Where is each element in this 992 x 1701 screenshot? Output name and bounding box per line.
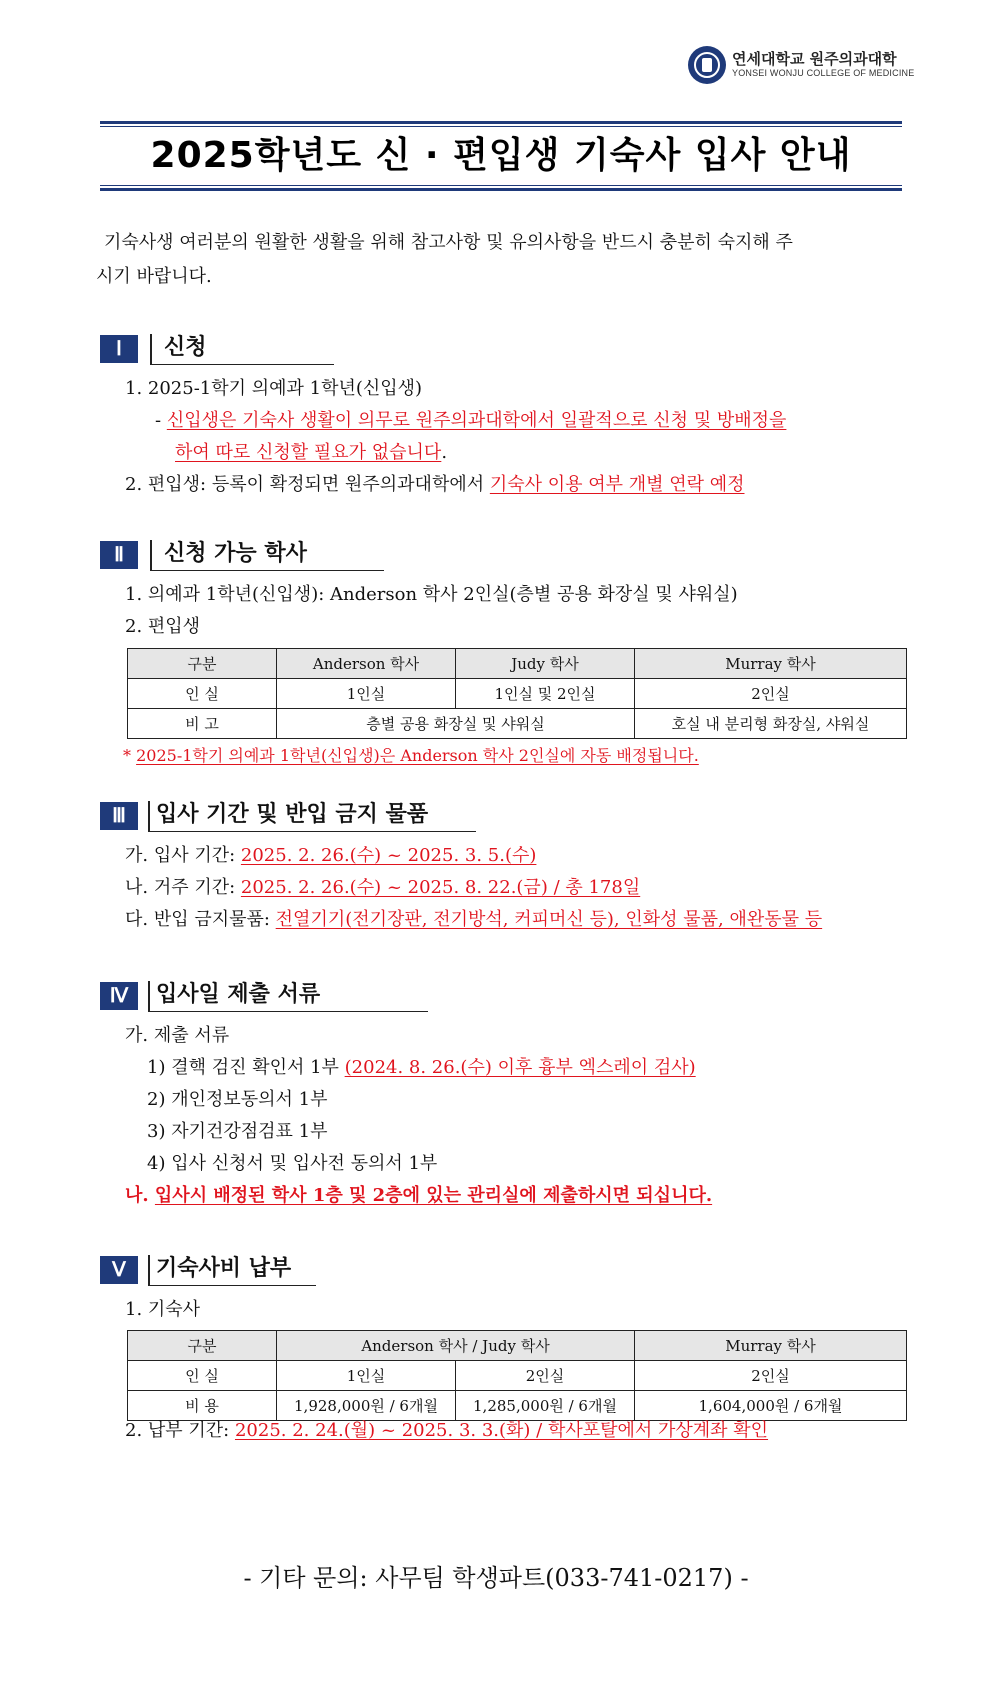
- intro-paragraph: [96, 226, 904, 294]
- table-header-row: [128, 649, 907, 679]
- s3-item-2-red: 2025. 2. 26.(수) ~ 2025. 8. 22.(금) / 총 178일: [240, 877, 641, 898]
- title-banner: [100, 121, 902, 191]
- s2-note: [123, 743, 699, 769]
- intro-line-1: 기숙사생 여러분의 원활한 생활을 위해 참고사항 및 유의사항을 반드시 충분히 숙지해 주: [104, 232, 793, 253]
- s4-item-b-red: 입사시 배정된 학사 1층 및 2층에 있는 관리실에 제출하시면 되십니다.: [154, 1185, 713, 1206]
- s4-doc-3: 3) 자기건강점검표 1부: [147, 1121, 328, 1142]
- table-row: [128, 1361, 907, 1391]
- table-cell: 2인실: [635, 679, 907, 709]
- table-cell: 1인실: [277, 679, 456, 709]
- section-1-header: [100, 334, 334, 364]
- s1-item-2: [125, 472, 745, 498]
- s1-item-1-note-b: [175, 440, 447, 466]
- intro-line-2: 시기 바랍니다.: [96, 266, 212, 287]
- table-cell: 층별 공용 화장실 및 샤워실: [277, 709, 635, 739]
- s4-doc-4: 4) 입사 신청서 및 입사전 동의서 1부: [147, 1153, 438, 1174]
- table-header-row: [128, 1331, 907, 1361]
- s5-fee-table: [127, 1330, 907, 1421]
- logo-korean-name: 연세대학교 원주의과대학: [732, 50, 897, 69]
- table-cell: 2인실: [635, 1361, 907, 1391]
- table-cell: 1,928,000원 / 6개월: [277, 1391, 456, 1421]
- s2-item-1: 1. 의예과 1학년(신입생): Anderson 학사 2인실(층별 공용 화장실 및 샤워실): [125, 584, 738, 605]
- table-header: Murray 학사: [635, 649, 907, 679]
- s5-item-2-prefix: 2. 납부 기간:: [125, 1420, 235, 1441]
- s1-item-1-note-a: [155, 408, 786, 434]
- table-row: [128, 679, 907, 709]
- s5-item-2-red: 2025. 2. 24.(월) ~ 2025. 3. 3.(화) / 학사포탈에서 가상계좌 확인: [234, 1420, 769, 1441]
- section-2-header: [100, 540, 384, 570]
- university-seal-icon: [688, 46, 726, 84]
- s3-item-1-prefix: 가. 입사 기간:: [125, 845, 241, 866]
- table-cell: 1,285,000원 / 6개월: [456, 1391, 635, 1421]
- section-3-number: Ⅲ: [100, 802, 138, 830]
- table-header: Anderson 학사 / Judy 학사: [277, 1331, 635, 1361]
- section-1-title: 신청: [150, 334, 334, 365]
- s1-note-b: 하여 따로 신청할 필요가 없습니다: [175, 442, 442, 463]
- section-2-number: Ⅱ: [100, 541, 138, 569]
- university-logo: [688, 46, 914, 84]
- table-header: 구분: [128, 649, 277, 679]
- table-header: 구분: [128, 1331, 277, 1361]
- section-3-title: 입사 기간 및 반입 금지 물품: [148, 801, 476, 832]
- section-4-header: [100, 981, 428, 1011]
- table-row: [128, 1391, 907, 1421]
- section-3-header: [100, 801, 476, 831]
- s2-dorm-table: [127, 648, 907, 739]
- section-1-number: Ⅰ: [100, 335, 138, 363]
- table-cell: 호실 내 분리형 화장실, 샤워실: [635, 709, 907, 739]
- table-cell: 비 용: [128, 1391, 277, 1421]
- table-cell: 인 실: [128, 679, 277, 709]
- s3-item-3-prefix: 다. 반입 금지물품:: [125, 909, 276, 930]
- table-cell: 2인실: [456, 1361, 635, 1391]
- s1-item-2-prefix: 2. 편입생: 등록이 확정되면 원주의과대학에서: [125, 474, 490, 495]
- s4-item-b: [125, 1183, 712, 1209]
- s3-item-3: [125, 907, 822, 933]
- s1-item-1: 1. 2025-1학기 의예과 1학년(신입생): [125, 378, 423, 399]
- section-4-title: 입사일 제출 서류: [148, 981, 428, 1012]
- table-cell: 비 고: [128, 709, 277, 739]
- section-5-title: 기숙사비 납부: [148, 1255, 316, 1286]
- s4-doc-1-red: (2024. 8. 26.(수) 이후 흉부 엑스레이 검사): [344, 1057, 696, 1078]
- dash: -: [155, 410, 167, 431]
- table-row: [128, 709, 907, 739]
- s4-doc-2: 2) 개인정보동의서 1부: [147, 1089, 328, 1110]
- s4-doc-1: [147, 1055, 696, 1081]
- logo-english-name: YONSEI WONJU COLLEGE OF MEDICINE: [732, 68, 915, 79]
- table-cell: 1,604,000원 / 6개월: [635, 1391, 907, 1421]
- s2-note-text: 2025-1학기 의예과 1학년(신입생)은 Anderson 학사 2인실에 자동 배정됩니다.: [136, 746, 699, 765]
- s4-item-a: 가. 제출 서류: [125, 1025, 230, 1046]
- page-title: 2025학년도 신 · 편입생 기숙사 입사 안내: [150, 135, 852, 176]
- table-cell: 1인실: [277, 1361, 456, 1391]
- s3-item-3-red: 전열기기(전기장판, 전기방석, 커피머신 등), 인화성 물품, 애완동물 등: [275, 909, 823, 930]
- s3-item-1-red: 2025. 2. 26.(수) ~ 2025. 3. 5.(수): [240, 845, 537, 866]
- section-2-title: 신청 가능 학사: [150, 540, 384, 571]
- contact-footer: - 기타 문의: 사무팀 학생파트(033-741-0217) -: [243, 1564, 749, 1592]
- s4-doc-1-prefix: 1) 결핵 검진 확인서 1부: [147, 1057, 345, 1078]
- section-5-header: [100, 1255, 316, 1285]
- s3-item-2: [125, 875, 640, 901]
- s5-item-2: [125, 1418, 768, 1444]
- s4-item-b-prefix: 나.: [125, 1185, 155, 1206]
- period: .: [441, 442, 448, 463]
- asterisk: *: [123, 746, 137, 765]
- section-5-number: Ⅴ: [100, 1256, 138, 1284]
- table-cell: 인 실: [128, 1361, 277, 1391]
- s1-note-a: 신입생은 기숙사 생활이 의무로 원주의과대학에서 일괄적으로 신청 및 방배정을: [166, 410, 787, 431]
- s5-item-1: 1. 기숙사: [125, 1299, 201, 1320]
- s3-item-1: [125, 843, 536, 869]
- s1-item-2-red: 기숙사 이용 여부 개별 연락 예정: [489, 474, 745, 495]
- section-4-number: Ⅳ: [100, 982, 138, 1010]
- s3-item-2-prefix: 나. 거주 기간:: [125, 877, 241, 898]
- s2-item-2: 2. 편입생: [125, 616, 201, 637]
- table-header: Murray 학사: [635, 1331, 907, 1361]
- table-header: Anderson 학사: [277, 649, 456, 679]
- table-cell: 1인실 및 2인실: [456, 679, 635, 709]
- table-header: Judy 학사: [456, 649, 635, 679]
